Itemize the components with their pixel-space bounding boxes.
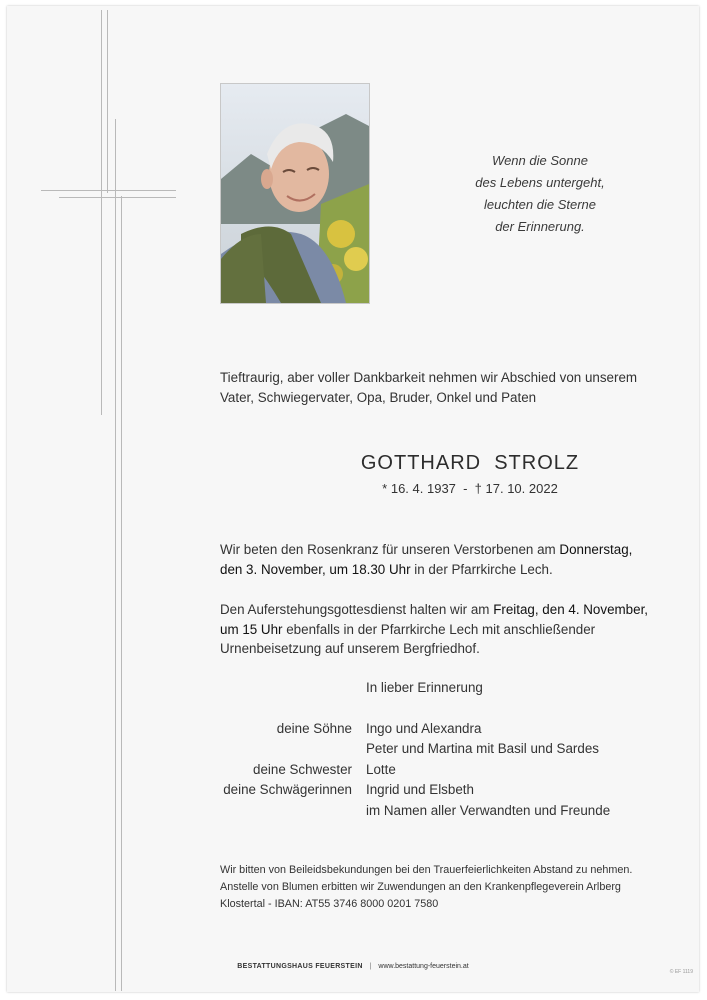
family-members: Lotte bbox=[366, 762, 396, 777]
rosary-text: Wir beten den Rosenkranz für unseren Verstorbenen am bbox=[220, 542, 560, 557]
family-heading: In lieber Erinnerung bbox=[366, 680, 483, 695]
family-label: deine Schwägerinnen bbox=[223, 782, 352, 797]
footer-separator: | bbox=[369, 963, 372, 970]
family-members: Ingrid und Elsbeth bbox=[366, 782, 474, 797]
service-place: ebenfalls in der Pfarrkirche Lech mit anschließender bbox=[282, 621, 596, 637]
intro-text bbox=[220, 368, 680, 407]
life-dates: * 16. 4. 1937 - † 17. 10. 2022 bbox=[382, 481, 558, 496]
funeral-home-name: BESTATTUNGSHAUS FEUERSTEIN bbox=[237, 963, 363, 970]
note-line: Anstelle von Blumen erbitten wir Zuwendungen an den Krankenpflegeverein Arlberg bbox=[220, 881, 621, 893]
rosary-place: in der Pfarrkirche Lech. bbox=[410, 561, 553, 577]
parte-card bbox=[7, 6, 699, 992]
funeral-home-website: www.bestattung-feuerstein.at bbox=[378, 963, 469, 970]
poem-line: Wenn die Sonne bbox=[492, 153, 588, 168]
rosary-day: Donnerstag, bbox=[559, 542, 633, 557]
service-time: um 15 Uhr bbox=[220, 621, 283, 637]
donation-note bbox=[220, 862, 680, 913]
portrait-photo bbox=[220, 83, 370, 304]
service-announcement bbox=[220, 600, 680, 659]
poem-line: des Lebens untergeht, bbox=[475, 175, 605, 190]
rosary-announcement bbox=[220, 540, 680, 579]
footer bbox=[7, 963, 699, 970]
family-label: deine Söhne bbox=[276, 721, 352, 736]
intro-line: Vater, Schwiegervater, Opa, Bruder, Onkel und Paten bbox=[220, 389, 537, 405]
family-label: deine Schwester bbox=[253, 762, 352, 777]
note-line: Wir bitten von Beileidsbekundungen bei den Trauerfeierlichkeiten Abstand zu nehmen. bbox=[220, 864, 633, 876]
poem-line: der Erinnerung. bbox=[495, 219, 585, 234]
rosary-datetime: den 3. November, um 18.30 Uhr bbox=[220, 561, 411, 577]
memorial-poem bbox=[440, 150, 640, 238]
deceased-name: GOTTHARD STROLZ bbox=[360, 452, 580, 474]
poem-line: leuchten die Sterne bbox=[483, 197, 597, 212]
family-members: im Namen aller Verwandten und Freunde bbox=[366, 803, 611, 818]
intro-line: Tieftraurig, aber voller Dankbarkeit nehmen wir Abschied von unserem bbox=[220, 370, 638, 385]
service-day: Freitag, den 4. November, bbox=[493, 602, 649, 617]
service-text: Den Auferstehungsgottesdienst halten wir am bbox=[220, 602, 494, 617]
service-burial: Urnenbeisetzung auf unserem Bergfriedhof. bbox=[220, 641, 480, 656]
print-code: © EF 1119 bbox=[669, 969, 693, 975]
family-members: Ingo und Alexandra bbox=[366, 721, 482, 736]
family-members: Peter und Martina mit Basil und Sardes bbox=[366, 741, 599, 756]
note-line: Klostertal - IBAN: AT55 3746 8000 0201 7580 bbox=[220, 898, 439, 910]
